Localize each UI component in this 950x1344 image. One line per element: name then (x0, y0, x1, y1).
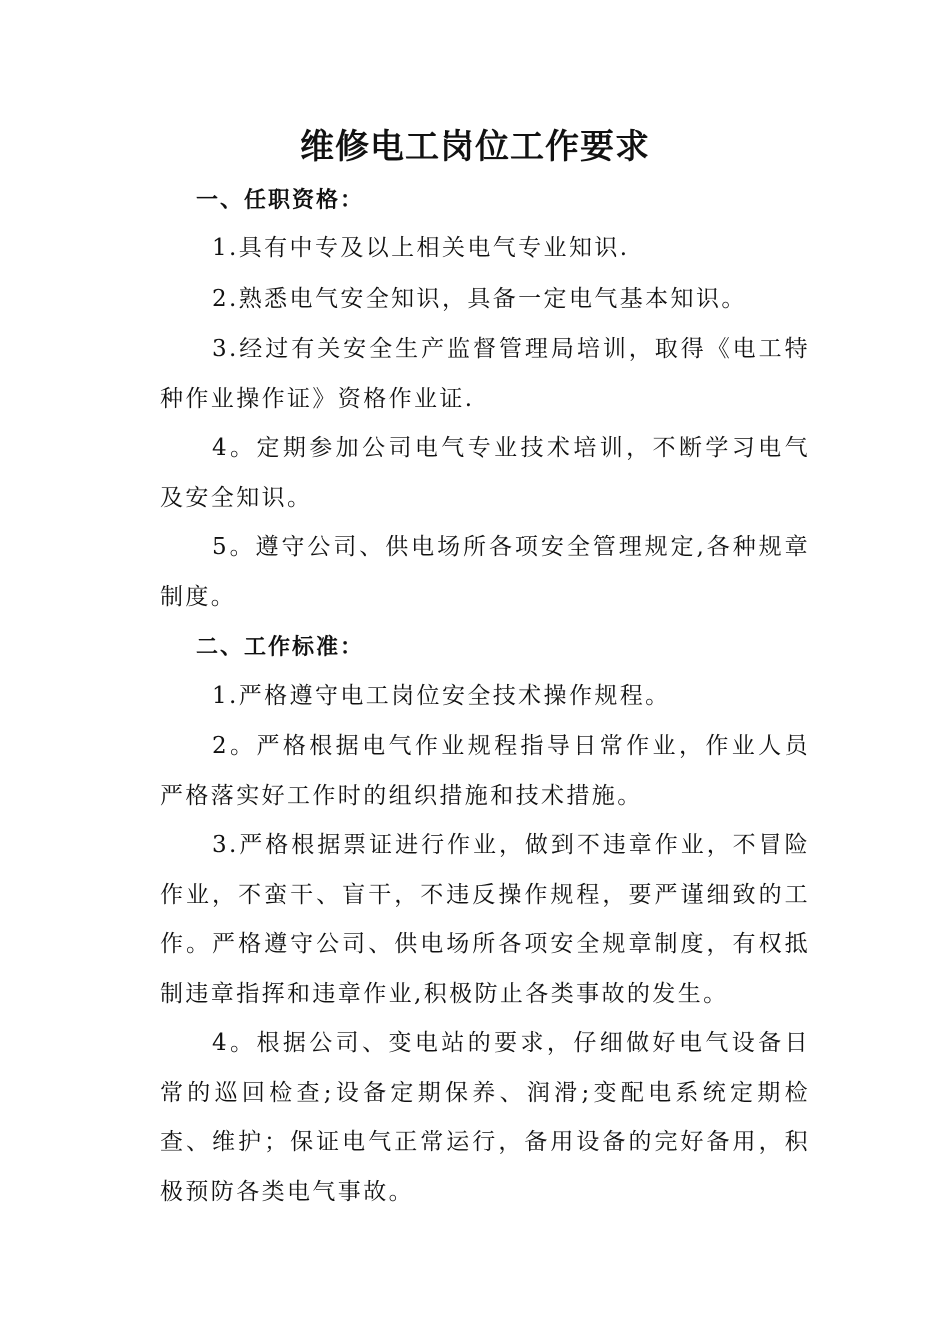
standard-item-4: 4。根据公司、变电站的要求，仔细做好电气设备日常的巡回检查;设备定期保养、润滑;变配电系统定期检查、维护；保证电气正常运行，备用设备的完好备用，积极预防各类电气事故。 (160, 1030, 810, 1205)
standard-item-1: 1.严格遵守电工岗位安全技术操作规程。 (212, 683, 671, 709)
section-heading-qualifications: 一、任职资格： (196, 188, 365, 213)
section-heading-work-standards: 二、工作标准： (196, 635, 365, 660)
standard-item-2: 2。严格根据电气作业规程指导日常作业，作业人员严格落实好工作时的组织措施和技术措施。 (160, 733, 810, 809)
standard-item-3: 3.严格根据票证进行作业，做到不违章作业，不冒险作业，不蛮干、盲干，不违反操作规程，要严谨细致的工作。严格遵守公司、供电场所各项安全规章制度，有权抵制违章指挥和违章作业,积极防止各类事故的发生。 (160, 832, 810, 1007)
qualification-item-2: 2.熟悉电气安全知识，具备一定电气基本知识。 (212, 286, 747, 312)
qualification-item-1: 1.具有中专及以上相关电气专业知识. (212, 235, 630, 261)
qualification-item-5: 5。遵守公司、供电场所各项安全管理规定,各种规章制度。 (160, 534, 810, 610)
qualification-item-4: 4。定期参加公司电气专业技术培训，不断学习电气及安全知识。 (160, 435, 810, 511)
qualification-item-3: 3.经过有关安全生产监督管理局培训，取得《电工特种作业操作证》资格作业证. (160, 336, 810, 412)
document-title: 维修电工岗位工作要求 (300, 127, 650, 167)
